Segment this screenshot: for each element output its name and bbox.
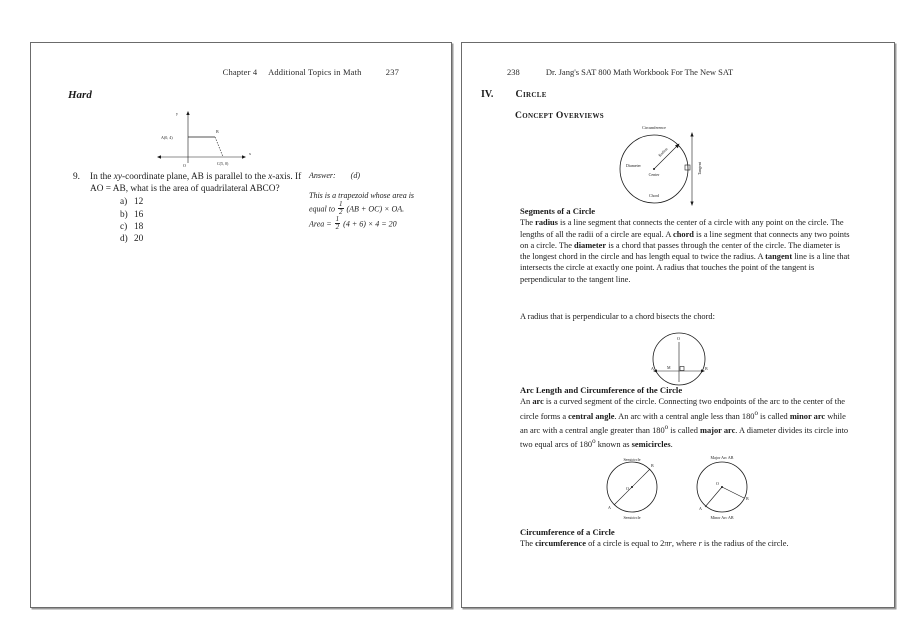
block-segments [520,206,850,285]
figure-label-center: Center [648,172,660,177]
explanation-line-1: This is a trapezoid whose area is [309,190,415,200]
section-roman-numeral: IV. [481,89,494,100]
figure-label-chord: Chord [649,193,659,198]
right-page-header [507,67,733,77]
bisect-label-o: O [677,336,680,341]
circle-anatomy-figure [602,119,737,209]
choice-b-value: 16 [134,209,144,220]
header-page-number-right: 238 [507,67,520,77]
figure-label-x: x [249,151,251,156]
choice-a-label: a) [120,197,128,208]
explanation-line-3 [309,216,421,231]
figure-label-a: A(0, 4) [161,135,173,140]
block-arc-body: An arc is a curved segment of the circle. Connecting two endpoints of the arc to the center of the circle forms a central angle. An arc with a central angle less than 180$^o$ is called minor arc while an arc with a central angle greater than 180$^o$ is called major arc. A diameter divides its circle into two equal arcs of 180$^o$ known as semicircles. [520,397,849,449]
choice-a-value: 12 [134,197,144,208]
block-circumference [520,527,850,550]
explanation-line-2 [309,201,421,216]
figure-label-o: O [183,163,186,168]
figure-label-diameter: Diameter [626,163,641,168]
fraction-one-half [338,201,344,216]
explanation-2-pre: equal to [309,204,335,214]
bisect-label-m: M [667,365,671,370]
arcs-left-label-bottom: Semicircle [623,515,641,520]
choice-b-label: b) [120,209,128,220]
choice-c-value: 18 [134,221,144,232]
bisect-label-b: B [705,366,708,371]
section-heading [481,89,547,100]
fraction-denominator: 2 [339,208,343,217]
choice-c[interactable] [120,221,314,233]
section-title: Circle [515,89,547,100]
page-right [461,42,895,608]
arcs-left-label-o: O [626,486,629,491]
choice-c-label: c) [120,221,128,232]
block-arc [520,385,850,450]
block-arc-heading: Arc Length and Circumference of the Circle [520,385,683,395]
block-segments-body: The radius is a line segment that connects the center of a circle with any point on the circle. The lengths of all the radii of a circle are equal. A chord is a line segment that connects any two points on a circle. The diameter is a chord that passes through the center of the circle. The diameter is the longest chord in the circle and has length equal to twice the radius. A tangent line is a line that intersects the circle at exactly one point. A radius that touches the point of the tangent is perpendicular to the tangent line. [520,218,850,284]
arcs-right-label-o: O [716,481,719,486]
left-page-header [223,67,399,77]
explanation-3-post: (4 + 6) × 4 = 20 [343,219,397,229]
answer-label: Answer: [309,171,336,180]
explanation-2-post: (AB + OC) × OA. [346,204,405,214]
answer-explanation [309,171,421,231]
arcs-left-label-a: A [608,505,611,510]
difficulty-label: Hard [68,89,92,101]
choice-a[interactable] [120,196,314,208]
fraction-one-half-2 [335,216,341,231]
block-bisect-body: A radius that is perpendicular to a chord bisects the chord: [520,312,715,321]
choice-d[interactable] [120,233,314,245]
question-9 [64,171,314,245]
explanation-3-pre: Area = [309,219,332,229]
choice-d-value: 20 [134,234,144,245]
header-chapter: Chapter 4 [222,67,258,77]
subsection-title: Concept Overviews [515,110,604,121]
fraction-denominator-2: 2 [335,223,340,232]
figure-label-b: B [216,129,219,134]
header-page-number: 237 [385,67,399,77]
block-circumference-heading: Circumference of a Circle [520,527,615,537]
arcs-right-label-top: Major Arc AB [710,455,734,460]
figure-label-tangent: Tangent [697,162,702,175]
choice-b[interactable] [120,209,314,221]
question-number: 9. [73,172,80,182]
figure-label-radius: Radius [657,146,669,158]
figure-label-circumference: Circumference [642,125,666,130]
arcs-right-label-bottom: Minor Arc AB [710,515,734,520]
semicircle-arc-figure [590,449,770,521]
trapezoid-figure [139,109,259,171]
arcs-right-label-b: B [746,496,749,501]
page-left [30,42,452,608]
figure-label-y: y [176,111,178,116]
arcs-right-label-a: A [699,506,702,511]
block-segments-heading: Segments of a Circle [520,206,596,216]
header-topic: Additional Topics in Math [268,67,362,77]
radius-bisects-chord-figure [642,328,717,390]
question-choices [120,196,314,245]
arcs-left-label-top: Semicircle [623,457,641,462]
answer-line [309,171,421,182]
fraction-numerator: 1 [339,200,343,209]
choice-d-label: d) [120,234,128,245]
question-text: In the xy-coordinate plane, AB is parallel to the x-axis. If AO = AB, what is the area of quadrilateral ABCO? [90,172,302,195]
arcs-left-label-b: B [651,463,654,468]
figure-label-c: C(5, 0) [217,161,229,166]
header-book-title: Dr. Jang's SAT 800 Math Workbook For The New SAT [545,67,734,77]
answer-value: (d) [350,171,360,180]
fraction-numerator-2: 1 [335,215,340,224]
bisect-label-a: A [651,366,654,371]
block-bisect [520,311,850,322]
block-circumference-body: The circumference of a circle is equal to 2πr, where r is the radius of the circle. [520,539,789,549]
